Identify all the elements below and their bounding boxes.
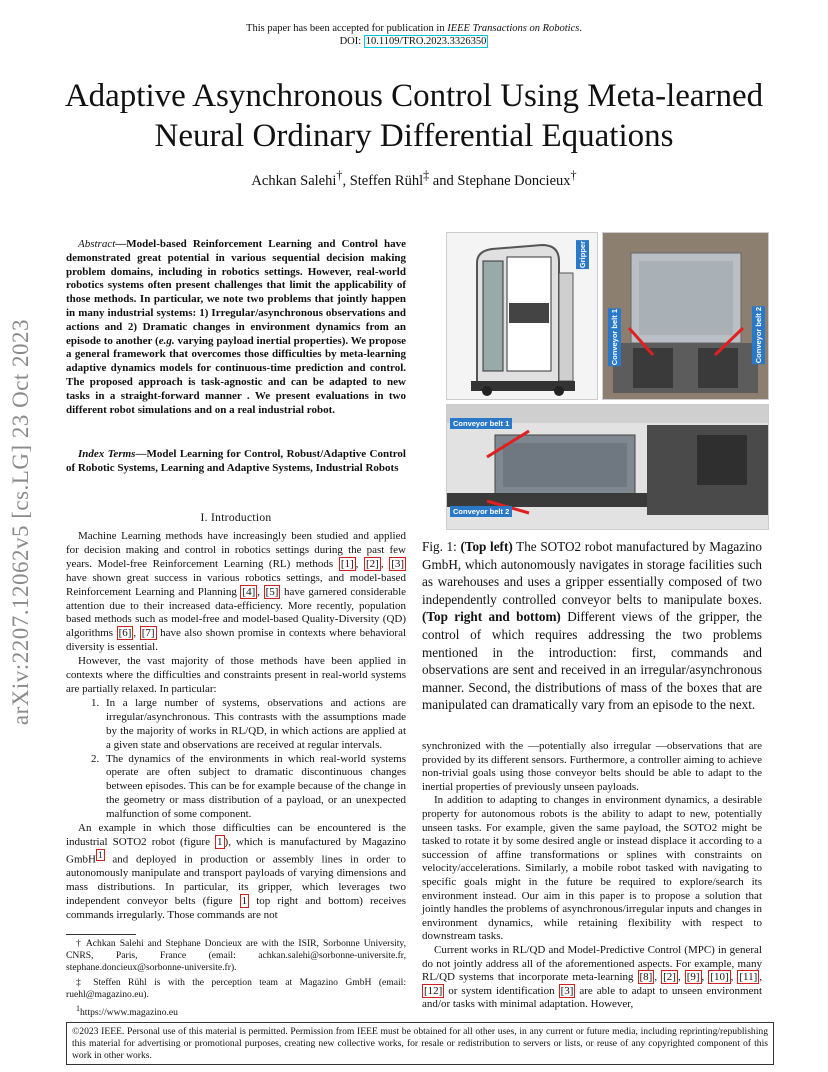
caption-bold: (Top left)	[460, 539, 513, 554]
text-run: and deployed in production or assembly lines in order to autonomously manipulate and transport payloads of varying dimensions and mass distributions. In particular, its gripper, which leverages two independent conveyor belts (figure	[66, 853, 406, 908]
footnotes	[66, 938, 406, 1021]
index-terms-label: Index Terms	[78, 448, 136, 460]
citation-link[interactable]: [2]	[366, 557, 379, 570]
right-paragraph-3: Current works in RL/QD and Model-Predictive Control (MPC) in general do not jointly address all of the aforementioned aspects. For example, many RL/QD systems that incorporate meta-learning [8] , [2] , [9] , [10] , [11] , [12] or system identification [3] are able to adapt to unseen environment and/or tasks with minimal adaptation. However,	[422, 943, 763, 1011]
intro-paragraph-3	[66, 822, 406, 923]
arxiv-identifier: arXiv:2207.12062v5 [cs.LG] 23 Oct 2023	[8, 318, 33, 726]
title-line-1: Adaptive Asynchronous Control Using Meta-learned	[64, 78, 764, 114]
right-column-body	[422, 740, 762, 1012]
list-item: 2. The dynamics of the environments in which real-world systems operate are often subject to dramatic discontinuous changes between episodes. This can be for example because of the change in the geometry or mass distribution of a payload, or an unexpected malfunction of some component.	[102, 753, 406, 823]
index-terms	[66, 448, 406, 476]
intro-body	[66, 530, 406, 923]
conveyor-belt-1-label: Conveyor belt 1	[450, 418, 512, 429]
conveyor-belt-1-label-vertical: Conveyor belt 1	[610, 309, 619, 366]
abstract-label: Abstract	[78, 238, 116, 250]
gripper-photo	[602, 232, 769, 400]
text-run: top right and bottom) receives commands irregularly. Those commands are not	[66, 895, 407, 922]
author-1-mark: †	[336, 168, 343, 182]
text-run: have shown great success in various robotics settings, and model-based Reinforcement Learning and Planning	[66, 571, 406, 598]
intro-paragraph-1: Machine Learning methods have increasingly been studied and applied for decision making and control in robotics settings during the past few years. Model-free Reinforcement Learning (RL) methods [1] , [2] , [3] have shown great success in various robotics settings, and model-based Reinforcement Learning and Planning [4] , [5] have garnered considerable attention due to their increased data-efficiency. More recently, population based methods such as model-free and model-based Quality-Diversity (QD) algorithms [6] , [7] have also shown promise in contexts where behavioral diversity is essential.	[66, 530, 407, 654]
doi-link[interactable]: 10.1109/TRO.2023.3326350	[365, 36, 487, 47]
figure-caption	[422, 538, 762, 714]
robot-illustration	[447, 233, 597, 399]
citation-link[interactable]: [9]	[686, 971, 700, 984]
conveyor-belt-2-label-vertical: Conveyor belt 2	[754, 307, 763, 364]
abstract	[66, 238, 406, 417]
caption-text: Different views of the gripper, the control of which requires addressing the two problems mentioned in the introduction: first, commands and observations are sent and received in an irregular/asynchronous manner. Second, the distributions of mass of the boxes that are manipulated can dramatically vary from an episode to the next.	[422, 609, 762, 713]
right-paragraph-2: In addition to adapting to changes in environment dynamics, a desirable property for autonomous robots is the ability to adapt to new, potentially unseen tasks. For example, given the same payload, the SOTO2 might be tasked to rotate it by some desired angle or instead displace it according to a succession of affine transformations or splines with constraints on velocity/accelerations. Similarly, a mobile robot tasked with navigating to specific goals might in the future be required to explore/search its environment instead. Our aim in this paper is to propose a solution that jointly handles the problems of asynchronous/irregular inputs and changes in environment dynamics, while retaining flexibility with respect to downstream tasks.	[422, 794, 762, 943]
citation-link[interactable]: [12]	[424, 984, 443, 997]
text-run: are able to adapt to unseen environment and/or tasks with minimal adaptation. However,	[422, 984, 763, 1011]
author-2-mark: ‡	[423, 168, 430, 182]
author-3: Stephane Doncieux	[457, 172, 571, 189]
figure-link[interactable]: 1	[217, 835, 223, 848]
caption-bold: (Top right and bottom)	[422, 609, 561, 625]
citation-link[interactable]: [5]	[265, 585, 279, 598]
author-separator: and	[429, 172, 458, 189]
copyright-notice: ©2023 IEEE. Personal use of this material is permitted. Permission from IEEE must be obtained for all other uses, in any current or future media, including reprinting/republishing this material for advertising or promotional purposes, creating new collective works, for resale or redistribution to servers or lists, or reuse of any copyrighted component of this work in other works.	[66, 1022, 774, 1065]
text-run: Current works in RL/QD and Model-Predictive Control (MPC) in general do not jointly address all of the aforementioned aspects. For example, many RL/QD systems that incorporate meta-learning	[422, 943, 762, 984]
index-terms-text: —Model Learning for Control, Robust/Adaptive Control of Robotic Systems, Learning and Adaptive Systems, Industrial Robots	[66, 448, 406, 474]
citation-link[interactable]: [10]	[710, 971, 729, 984]
author-1: Achkan Salehi	[251, 172, 337, 189]
caption-text: The SOTO2 robot manufactured by Magazino GmbH, which autonomously navigates in storage facilities such as warehouses and uses a gripper essentially composed of two independently controlled conveyor belts to manipulate boxes.	[422, 539, 762, 607]
text-run: have also shown promise in contexts where behavioral diversity is essential.	[66, 627, 407, 654]
text-run: have garnered considerable attention due to their increased data-efficiency. More recently, population based methods such as model-free and model-based Quality-Diversity (QD) algorithms	[66, 585, 407, 640]
author-separator: ,	[342, 172, 350, 189]
footnote-url[interactable]: https://www.magazino.eu	[80, 1007, 178, 1019]
figure-link[interactable]: 1	[241, 895, 248, 908]
journal-name: IEEE Transactions on Robotics	[447, 23, 580, 34]
citation-link[interactable]: [11]	[739, 971, 758, 984]
author-3-mark: †	[570, 168, 577, 182]
section-heading: I. Introduction	[200, 512, 272, 524]
citation-link[interactable]: [4]	[242, 585, 256, 598]
gripper-label: Gripper	[578, 241, 587, 269]
caption-prefix: Fig. 1:	[422, 539, 461, 554]
author-list	[0, 168, 828, 190]
text-run: or system identification	[444, 984, 559, 997]
text-run: Machine Learning methods have increasingly been studied and applied for decision making and control in robotics settings during the past few years. Model-free Reinforcement Learning (RL) methods	[66, 530, 406, 570]
citation-link[interactable]: [3]	[391, 557, 405, 570]
citation-link[interactable]: [7]	[141, 627, 155, 640]
list-item: 1. In a large number of systems, observations and actions are irregular/asynchronous. This contrasts with the assumptions made by the majority of works in RL/QD, in which actions are applied at a given state and observations are received at regular intervals.	[102, 697, 406, 753]
author-2: Steffen Rühl	[349, 172, 424, 189]
conveyor-belt-2-label: Conveyor belt 2	[450, 506, 512, 517]
text-run: ), which is manufactured by Magazino GmbH	[66, 835, 406, 866]
abstract-text: —Model-based Reinforcement Learning and Control have demonstrated great potential in various sequential decision making problem domains, including in robotics settings. However, real-world robotics systems often present challenges that limit the applicability of those methods. In particular, we note two problems that jointly happen in many industrial systems: 1) Irregular/asynchronous observations and actions and 2) Dramatic changes in environment dynamics from an episode to another (	[66, 238, 406, 347]
footnote-rule	[66, 934, 136, 935]
figure-1	[446, 232, 768, 528]
footnote-link[interactable]: 1	[97, 849, 103, 860]
citation-link[interactable]: [6]	[118, 627, 132, 640]
citation-link[interactable]: [8]	[639, 971, 653, 984]
title-line-2: Neural Ordinary Differential Equations	[154, 118, 674, 154]
doi-label: DOI:	[339, 36, 364, 47]
problem-list	[66, 697, 406, 822]
text-run: An example in which those difficulties can be encountered is the industrial SOTO2 robot (figure	[66, 822, 406, 848]
abstract-text-2: varying payload inertial properties). We propose a general framework that overcomes those difficulties by meta-learning adaptive dynamics models for continuous-time prediction and control. The proposed approach is task-agnostic and can be adapted to new tasks in a straight-forward manner . We present evaluations in two different robot simulations and on a real industrial robot.	[66, 334, 406, 416]
publication-note-text: This paper has been accepted for publication in	[246, 23, 448, 34]
abstract-eg: e.g.	[158, 334, 175, 347]
footnote-mark: 1	[76, 1004, 80, 1014]
citation-link[interactable]: [2]	[663, 971, 676, 984]
footnote-2: ‡ Steffen Rühl is with the perception team at Magazino GmbH (email: ruehl@magazino.eu).	[66, 976, 406, 1000]
right-paragraph-1: synchronized with the —potentially also irregular —observations that are provided by its different sensors. Furthermore, a controller aiming to achieve non-trivial goals using those conveyor belts should be able to adapt to the inertial properties of previously unseen payloads.	[422, 740, 762, 793]
gripper-illustration	[603, 233, 768, 399]
intro-paragraph-2: However, the vast majority of those methods have been applied in contexts where the difficulties and constraints present in real-world systems are partially relaxed. In particular:	[66, 655, 406, 695]
footnote-1: † Achkan Salehi and Stephane Doncieux are with the ISIR, Sorbonne University, CNRS, Paris, France (email: achkan.salehi@sorbonne-universite.fr, stephane.doncieux@sorbonne-universite.fr).	[66, 938, 406, 974]
publication-note	[0, 22, 828, 48]
paper-title	[40, 76, 788, 156]
footnote-3	[66, 1003, 406, 1019]
citation-link[interactable]: [3]	[560, 984, 574, 997]
citation-link[interactable]: [1]	[340, 557, 354, 570]
publication-note-suffix: .	[579, 23, 582, 34]
